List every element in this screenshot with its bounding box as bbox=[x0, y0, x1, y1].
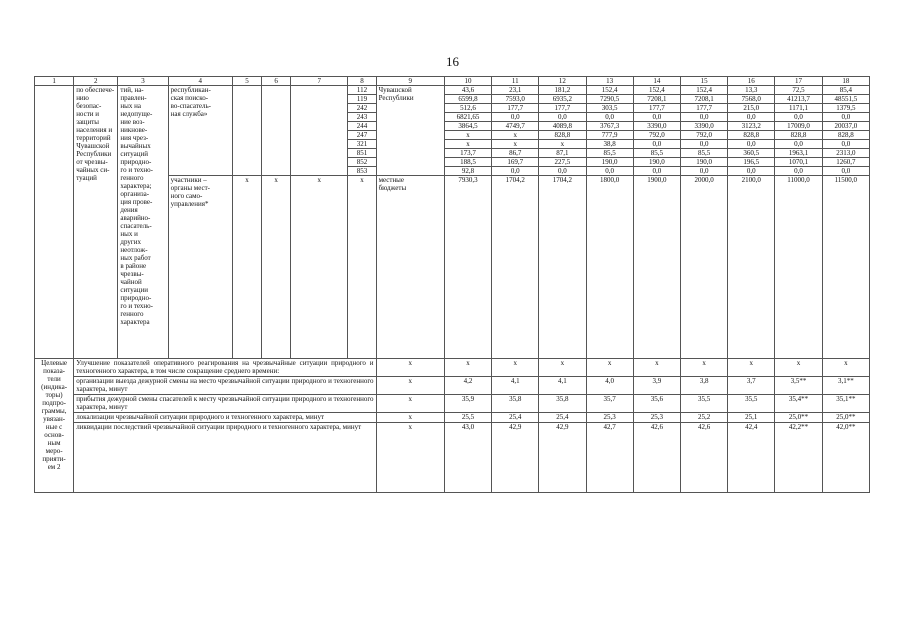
budget-table bbox=[34, 76, 870, 493]
indicator-value-cell: x bbox=[586, 359, 633, 377]
indicator-value-cell: 35,5 bbox=[728, 395, 775, 413]
value-cell: 173,7 bbox=[444, 149, 491, 158]
value-cell: 7930,3 bbox=[444, 176, 491, 359]
measure-description-cell: тий, на- правлен- ных на недопуще- ние воз- никнове- ния чрез- вычайных ситуаций природно- го и техно- генного характера; организа- ция прове- дения аварийно- спасатель- ных и других неотлож- ных работ в районе чрезвы- чайной ситуации природно- го и техно- генного характера bbox=[118, 86, 168, 359]
indicator-value-cell: 4,0 bbox=[586, 377, 633, 395]
indicator-value-cell: 35,9 bbox=[444, 395, 491, 413]
column-header: 8 bbox=[348, 77, 376, 86]
value-cell: 0,0 bbox=[586, 113, 633, 122]
value-cell: 4749,7 bbox=[492, 122, 539, 131]
value-cell: 169,7 bbox=[492, 158, 539, 167]
indicator-value-cell: 25,0** bbox=[775, 413, 822, 423]
value-cell: x bbox=[444, 131, 491, 140]
column-header: 7 bbox=[291, 77, 348, 86]
column-header: 15 bbox=[680, 77, 727, 86]
indicator-value-cell: x bbox=[492, 359, 539, 377]
code-cell: x bbox=[376, 395, 444, 413]
column-header: 14 bbox=[633, 77, 680, 86]
value-cell: 2100,0 bbox=[728, 176, 775, 359]
value-cell: 0,0 bbox=[539, 113, 586, 122]
indicator-text-cell: прибытия дежурной смены спасателей к месту чрезвычайной ситуации природного и техногенного характера, минут bbox=[74, 395, 376, 413]
indicator-value-cell: 25,4 bbox=[539, 413, 586, 423]
value-cell: 0,0 bbox=[586, 167, 633, 176]
indicator-value-cell: 42,6 bbox=[633, 423, 680, 493]
value-cell: 7290,5 bbox=[586, 95, 633, 104]
value-cell: 0,0 bbox=[633, 140, 680, 149]
value-cell: 13,3 bbox=[728, 86, 775, 95]
column-header: 3 bbox=[118, 77, 168, 86]
table-row bbox=[35, 423, 870, 493]
table-row bbox=[35, 377, 870, 395]
indicator-value-cell: x bbox=[444, 359, 491, 377]
value-cell: x bbox=[539, 140, 586, 149]
value-cell: 0,0 bbox=[728, 167, 775, 176]
value-cell: 7208,1 bbox=[633, 95, 680, 104]
expense-code-cell: 853 bbox=[348, 167, 376, 176]
value-cell: 0,0 bbox=[492, 113, 539, 122]
indicator-value-cell: 3,8 bbox=[680, 377, 727, 395]
code-cell: x bbox=[262, 176, 291, 359]
empty-cell bbox=[262, 86, 291, 176]
value-cell: 828,8 bbox=[728, 131, 775, 140]
executor-cell: участники – органы мест- ного само- управления* bbox=[168, 176, 232, 359]
value-cell: 0,0 bbox=[680, 113, 727, 122]
table-row bbox=[35, 413, 870, 423]
value-cell: 72,5 bbox=[775, 86, 822, 95]
indicator-value-cell: 35,8 bbox=[539, 395, 586, 413]
executor-cell: республикан- ская поиско- во-спасатель- ная служба» bbox=[168, 86, 232, 176]
value-cell: 0,0 bbox=[728, 113, 775, 122]
expense-code-cell: 852 bbox=[348, 158, 376, 167]
indicator-value-cell: 3,1** bbox=[822, 377, 869, 395]
value-cell: 1800,0 bbox=[586, 176, 633, 359]
expense-code-cell: 851 bbox=[348, 149, 376, 158]
column-header: 5 bbox=[232, 77, 261, 86]
indicator-value-cell: 42,9 bbox=[492, 423, 539, 493]
code-cell: x bbox=[376, 423, 444, 493]
indicators-label-cell: Целевые показа- тели (индика- торы) подпро- граммы, увязан- ные с основ- ным меро- прияти- ем 2 bbox=[35, 359, 74, 493]
value-cell: 152,4 bbox=[680, 86, 727, 95]
indicator-text-cell: организации выезда дежурной смены на место чрезвычайной ситуации природного и техногенного характера, минут bbox=[74, 377, 376, 395]
value-cell: 777,9 bbox=[586, 131, 633, 140]
indicator-text-cell: локализации чрезвычайной ситуации природного и техногенного характера, минут bbox=[74, 413, 376, 423]
value-cell: 3390,0 bbox=[680, 122, 727, 131]
indicator-value-cell: 42,0** bbox=[822, 423, 869, 493]
expense-code-cell: 242 bbox=[348, 104, 376, 113]
indicator-value-cell: 42,4 bbox=[728, 423, 775, 493]
value-cell: 303,5 bbox=[586, 104, 633, 113]
value-cell: 181,2 bbox=[539, 86, 586, 95]
value-cell: 85,4 bbox=[822, 86, 869, 95]
value-cell: 196,5 bbox=[728, 158, 775, 167]
table-header-row bbox=[35, 77, 870, 86]
value-cell: 0,0 bbox=[633, 113, 680, 122]
value-cell: 828,8 bbox=[539, 131, 586, 140]
value-cell: 177,7 bbox=[633, 104, 680, 113]
column-header: 2 bbox=[74, 77, 118, 86]
indicator-value-cell: 35,5 bbox=[680, 395, 727, 413]
value-cell: 6821,65 bbox=[444, 113, 491, 122]
value-cell: 4089,8 bbox=[539, 122, 586, 131]
indicator-value-cell: 43,0 bbox=[444, 423, 491, 493]
value-cell: 1900,0 bbox=[633, 176, 680, 359]
column-header: 18 bbox=[822, 77, 869, 86]
empty-cell bbox=[35, 86, 74, 359]
indicator-value-cell: 35,1** bbox=[822, 395, 869, 413]
indicator-value-cell: 25,1 bbox=[728, 413, 775, 423]
value-cell: 0,0 bbox=[728, 140, 775, 149]
value-cell: 1070,1 bbox=[775, 158, 822, 167]
indicator-value-cell: 4,2 bbox=[444, 377, 491, 395]
value-cell: 0,0 bbox=[822, 140, 869, 149]
column-header: 1 bbox=[35, 77, 74, 86]
value-cell: 512,6 bbox=[444, 104, 491, 113]
column-header: 6 bbox=[262, 77, 291, 86]
indicator-value-cell: 35,7 bbox=[586, 395, 633, 413]
value-cell: 3390,0 bbox=[633, 122, 680, 131]
value-cell: 0,0 bbox=[539, 167, 586, 176]
value-cell: 87,1 bbox=[539, 149, 586, 158]
value-cell: 3767,3 bbox=[586, 122, 633, 131]
value-cell: 17009,0 bbox=[775, 122, 822, 131]
value-cell: 190,0 bbox=[633, 158, 680, 167]
indicator-value-cell: x bbox=[539, 359, 586, 377]
column-header: 9 bbox=[376, 77, 444, 86]
expense-code-cell: 119 bbox=[348, 95, 376, 104]
value-cell: 190,0 bbox=[680, 158, 727, 167]
indicator-value-cell: x bbox=[775, 359, 822, 377]
value-cell: 792,0 bbox=[680, 131, 727, 140]
code-cell: x bbox=[376, 359, 444, 377]
value-cell: x bbox=[444, 140, 491, 149]
value-cell: 828,8 bbox=[822, 131, 869, 140]
indicator-value-cell: 42,7 bbox=[586, 423, 633, 493]
value-cell: 0,0 bbox=[492, 167, 539, 176]
expense-code-cell: 112 bbox=[348, 86, 376, 95]
value-cell: 86,7 bbox=[492, 149, 539, 158]
expense-code-cell: 244 bbox=[348, 122, 376, 131]
value-cell: 48551,5 bbox=[822, 95, 869, 104]
indicator-value-cell: 25,2 bbox=[680, 413, 727, 423]
indicator-value-cell: 35,8 bbox=[492, 395, 539, 413]
value-cell: 43,6 bbox=[444, 86, 491, 95]
value-cell: 6599,8 bbox=[444, 95, 491, 104]
indicator-value-cell: x bbox=[822, 359, 869, 377]
value-cell: 0,0 bbox=[822, 113, 869, 122]
table-row bbox=[35, 359, 870, 377]
indicator-value-cell: 3,5** bbox=[775, 377, 822, 395]
indicator-value-cell: 25,3 bbox=[633, 413, 680, 423]
value-cell: 1963,1 bbox=[775, 149, 822, 158]
value-cell: 2000,0 bbox=[680, 176, 727, 359]
value-cell: 11000,0 bbox=[775, 176, 822, 359]
indicator-value-cell: x bbox=[680, 359, 727, 377]
value-cell: 3864,5 bbox=[444, 122, 491, 131]
indicator-value-cell: 3,7 bbox=[728, 377, 775, 395]
column-header: 13 bbox=[586, 77, 633, 86]
value-cell: 0,0 bbox=[775, 140, 822, 149]
value-cell: 177,7 bbox=[492, 104, 539, 113]
empty-cell bbox=[291, 86, 348, 176]
code-cell: x bbox=[232, 176, 261, 359]
column-header: 16 bbox=[728, 77, 775, 86]
value-cell: 152,4 bbox=[586, 86, 633, 95]
value-cell: 0,0 bbox=[680, 140, 727, 149]
column-header: 10 bbox=[444, 77, 491, 86]
value-cell: 177,7 bbox=[680, 104, 727, 113]
expense-code-cell: 247 bbox=[348, 131, 376, 140]
value-cell: 2313,0 bbox=[822, 149, 869, 158]
funding-source-cell: Чувашской Республики bbox=[376, 86, 444, 176]
indicator-value-cell: 35,6 bbox=[633, 395, 680, 413]
indicator-value-cell: 4,1 bbox=[539, 377, 586, 395]
value-cell: 0,0 bbox=[633, 167, 680, 176]
expense-code-cell: 243 bbox=[348, 113, 376, 122]
value-cell: 38,8 bbox=[586, 140, 633, 149]
funding-source-cell: местные бюджеты bbox=[376, 176, 444, 359]
code-cell: x bbox=[376, 413, 444, 423]
value-cell: 1379,5 bbox=[822, 104, 869, 113]
value-cell: 11500,0 bbox=[822, 176, 869, 359]
value-cell: 152,4 bbox=[633, 86, 680, 95]
value-cell: 1171,1 bbox=[775, 104, 822, 113]
indicator-value-cell: x bbox=[633, 359, 680, 377]
value-cell: 360,5 bbox=[728, 149, 775, 158]
column-header: 12 bbox=[539, 77, 586, 86]
value-cell: 1260,7 bbox=[822, 158, 869, 167]
value-cell: 7208,1 bbox=[680, 95, 727, 104]
table-row bbox=[35, 86, 870, 95]
indicator-value-cell: 25,0** bbox=[822, 413, 869, 423]
indicator-value-cell: 42,6 bbox=[680, 423, 727, 493]
value-cell: 190,0 bbox=[586, 158, 633, 167]
indicator-text-cell: ликвидации последствий чрезвычайной ситуации природного и техногенного характера, минут bbox=[74, 423, 376, 493]
indicator-value-cell: 25,5 bbox=[444, 413, 491, 423]
value-cell: 7568,0 bbox=[728, 95, 775, 104]
indicator-value-cell: 42,9 bbox=[539, 423, 586, 493]
value-cell: 792,0 bbox=[633, 131, 680, 140]
value-cell: 188,5 bbox=[444, 158, 491, 167]
indicator-text-cell: Улучшение показателей оперативного реагирования на чрезвычайные ситуации природного и техногенного характера, в том числе сокращение среднего времени: bbox=[74, 359, 376, 377]
value-cell: 20037,0 bbox=[822, 122, 869, 131]
code-cell: x bbox=[348, 176, 376, 359]
value-cell: 7593,0 bbox=[492, 95, 539, 104]
value-cell: 23,1 bbox=[492, 86, 539, 95]
indicator-value-cell: 4,1 bbox=[492, 377, 539, 395]
value-cell: 41213,7 bbox=[775, 95, 822, 104]
table-row bbox=[35, 395, 870, 413]
value-cell: 6935,2 bbox=[539, 95, 586, 104]
value-cell: 828,8 bbox=[775, 131, 822, 140]
value-cell: 92,8 bbox=[444, 167, 491, 176]
code-cell: x bbox=[291, 176, 348, 359]
column-header: 11 bbox=[492, 77, 539, 86]
measure-goal-cell: по обеспече- нию безопас- ности и защиты населения и территорий Чувашской Республики от чрезвы- чайных си- туаций bbox=[74, 86, 118, 359]
code-cell: x bbox=[376, 377, 444, 395]
value-cell: x bbox=[492, 140, 539, 149]
value-cell: x bbox=[492, 131, 539, 140]
indicator-value-cell: 25,4 bbox=[492, 413, 539, 423]
page-number: 16 bbox=[446, 54, 459, 69]
value-cell: 85,5 bbox=[633, 149, 680, 158]
indicator-value-cell: 3,9 bbox=[633, 377, 680, 395]
value-cell: 227,5 bbox=[539, 158, 586, 167]
value-cell: 1704,2 bbox=[492, 176, 539, 359]
value-cell: 85,5 bbox=[586, 149, 633, 158]
value-cell: 0,0 bbox=[775, 167, 822, 176]
indicator-value-cell: 42,2** bbox=[775, 423, 822, 493]
column-header: 17 bbox=[775, 77, 822, 86]
value-cell: 1704,2 bbox=[539, 176, 586, 359]
value-cell: 3123,2 bbox=[728, 122, 775, 131]
expense-code-cell: 321 bbox=[348, 140, 376, 149]
column-header: 4 bbox=[168, 77, 232, 86]
value-cell: 215,0 bbox=[728, 104, 775, 113]
value-cell: 0,0 bbox=[775, 113, 822, 122]
value-cell: 0,0 bbox=[680, 167, 727, 176]
value-cell: 177,7 bbox=[539, 104, 586, 113]
indicator-value-cell: 35,4** bbox=[775, 395, 822, 413]
indicator-value-cell: x bbox=[728, 359, 775, 377]
value-cell: 85,5 bbox=[680, 149, 727, 158]
value-cell: 0,0 bbox=[822, 167, 869, 176]
indicator-value-cell: 25,3 bbox=[586, 413, 633, 423]
empty-cell bbox=[232, 86, 261, 176]
